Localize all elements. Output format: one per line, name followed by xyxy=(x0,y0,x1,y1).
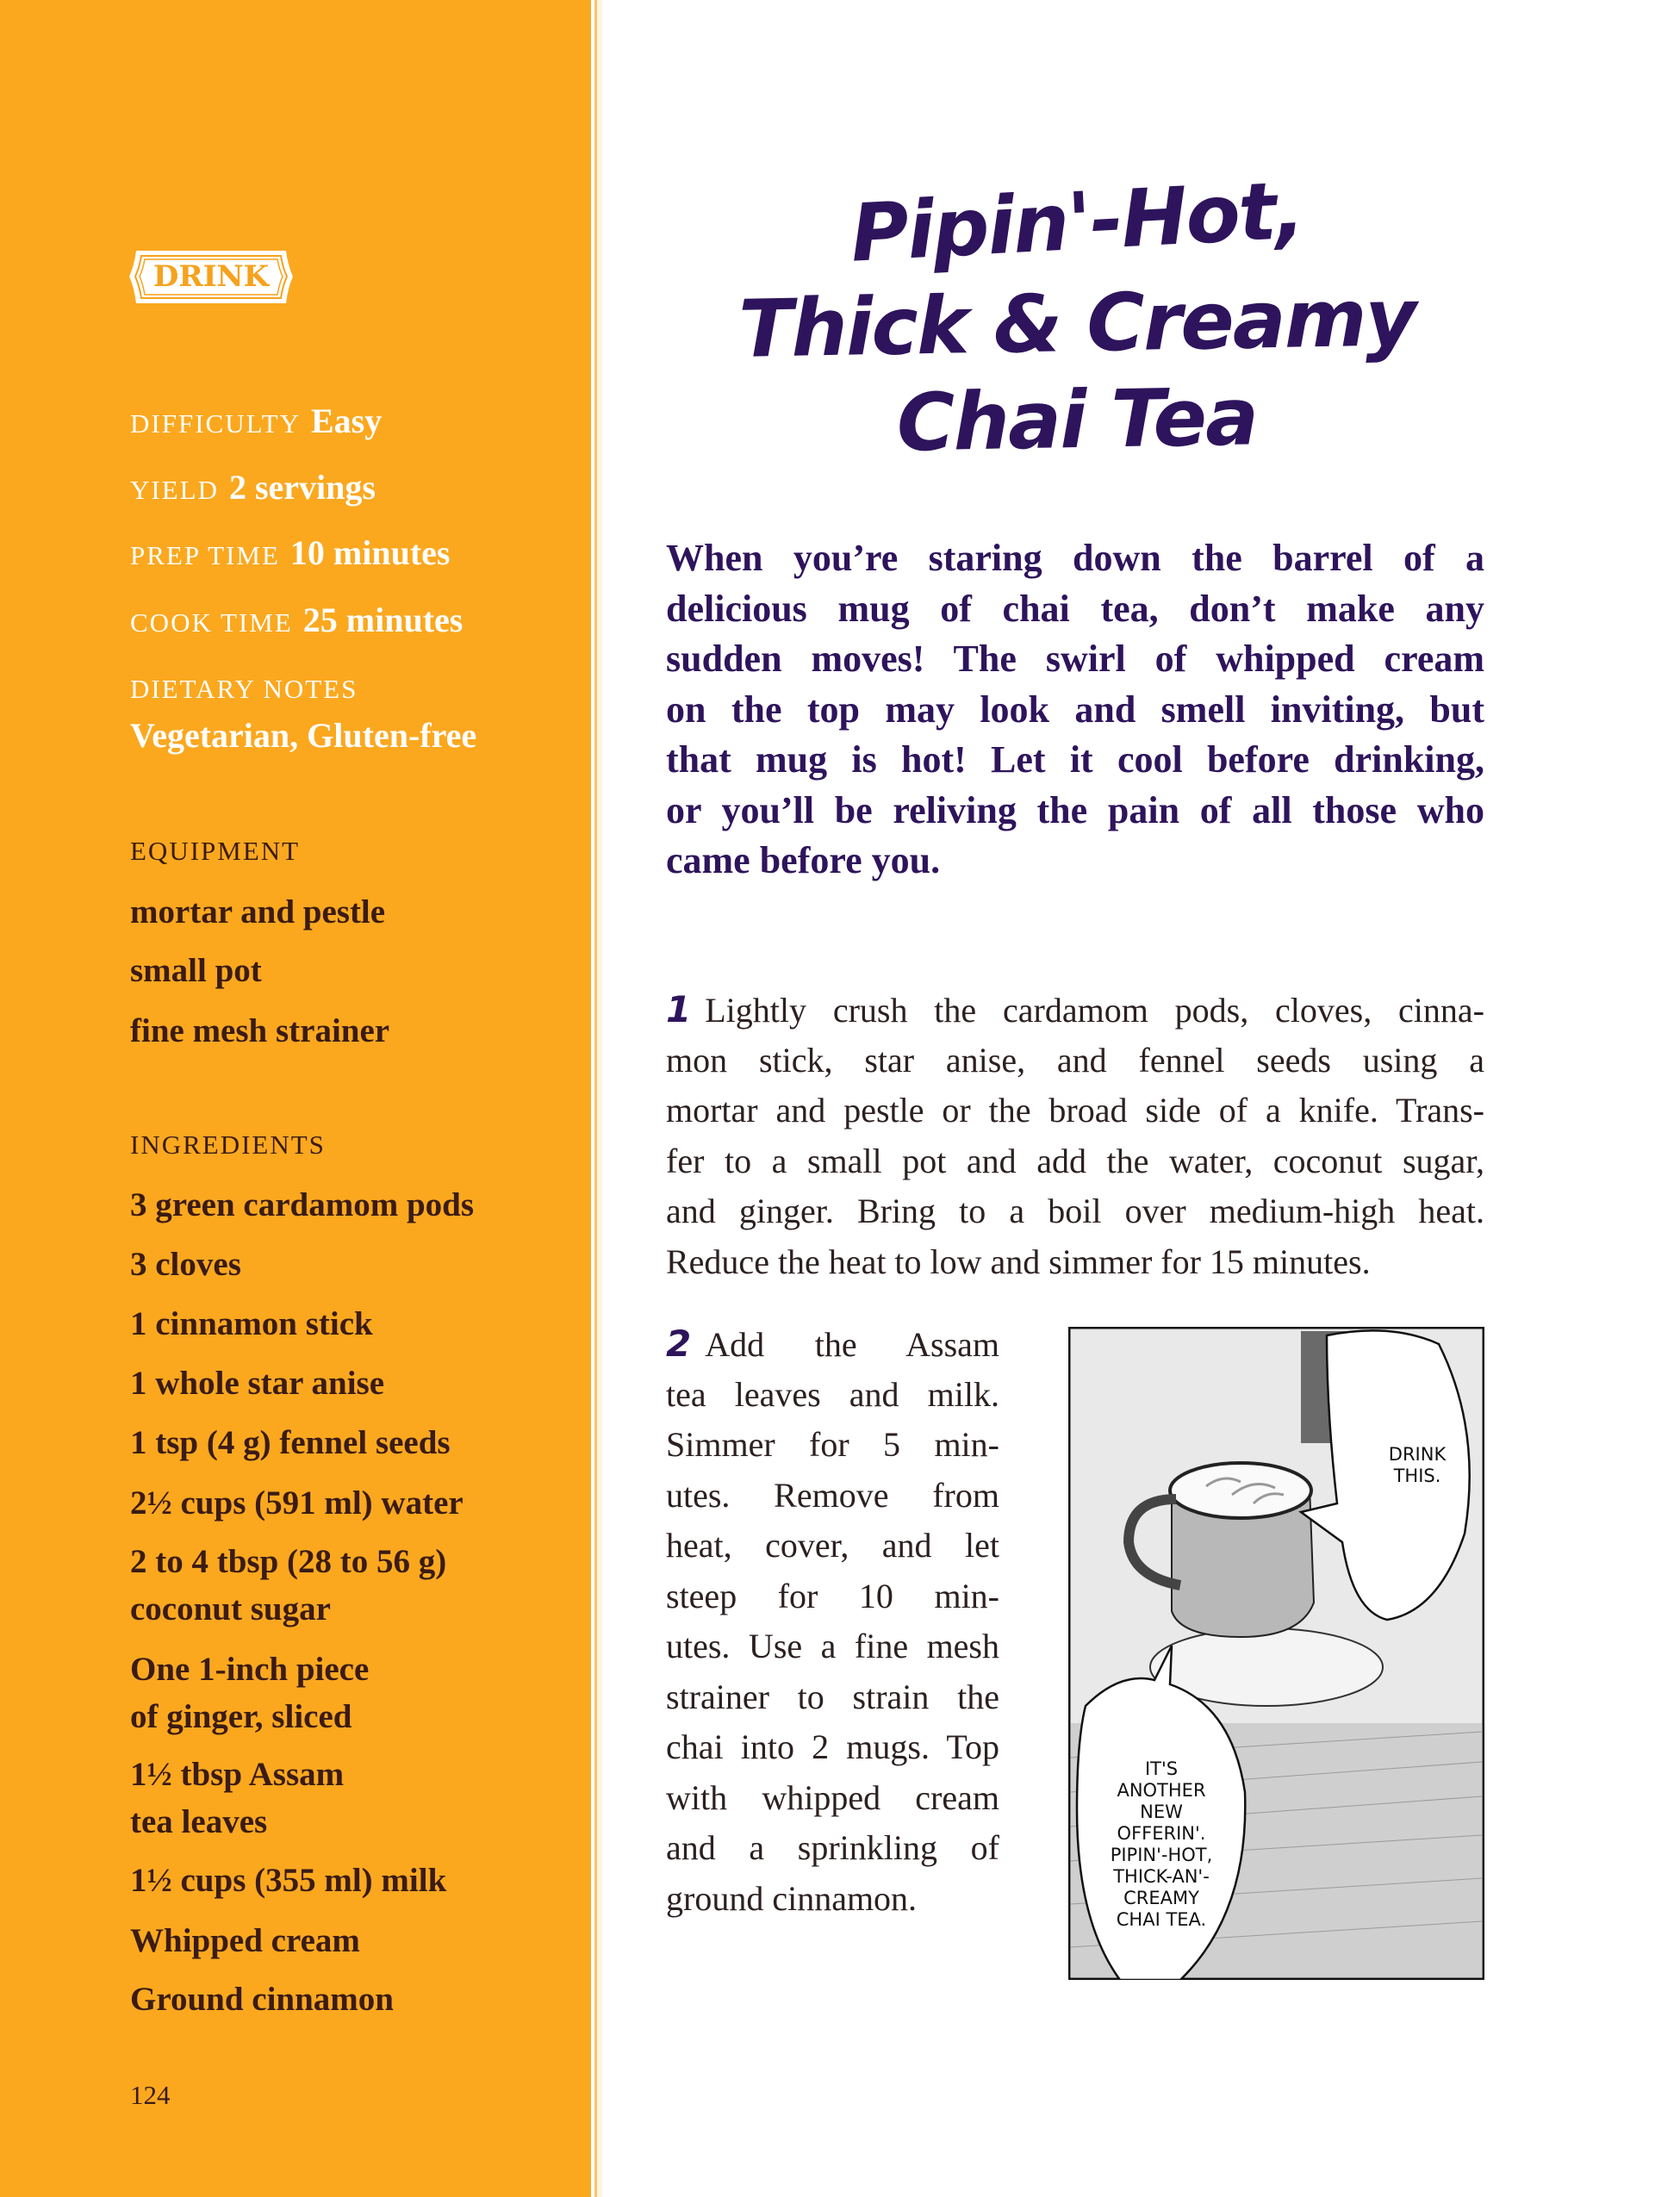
speech-bubble-2-line: ANOTHER xyxy=(1117,1780,1206,1801)
step-line: steep for 10 min- xyxy=(666,1576,999,1615)
meta-row xyxy=(130,532,450,573)
recipe-title-line-2: Thick & Creamy xyxy=(737,271,1416,376)
step-line: and ginger. Bring to a boil over medium-high heat. xyxy=(666,1192,1484,1230)
step-text: Lightly crush the cardamom pods, cloves, cinna- xyxy=(705,991,1484,1030)
ingredient-item: 1 cinnamon stick xyxy=(130,1305,373,1342)
intro-line: or you’ll be reliving the pain of all those who xyxy=(666,788,1484,831)
intro-line: When you’re staring down the barrel of a xyxy=(666,537,1484,579)
equipment-item: mortar and pestle xyxy=(130,893,386,930)
meta-label: COOK TIME xyxy=(130,607,293,638)
category-badge xyxy=(128,248,295,306)
meta-value: 2 servings xyxy=(228,468,376,507)
ingredient-item: Ground cinnamon xyxy=(130,1981,394,2018)
step-line: with whipped cream xyxy=(666,1777,999,1817)
step-line: Simmer for 5 min- xyxy=(666,1425,999,1464)
step-line: and a sprinkling of xyxy=(666,1828,999,1867)
step-line xyxy=(666,985,1484,1036)
speech-bubble-2-line: NEW xyxy=(1140,1802,1183,1822)
step-number: 1 xyxy=(666,988,692,1030)
badge-label: DRINK xyxy=(152,259,270,294)
page-number: 124 xyxy=(130,2080,171,2110)
speech-bubble-2-line: IT'S xyxy=(1144,1758,1179,1779)
ingredient-item: Whipped cream xyxy=(130,1922,360,1959)
step-line: ground cinnamon. xyxy=(666,1878,918,1918)
meta-label: YIELD xyxy=(130,475,219,505)
step-line: utes. Remove from xyxy=(666,1475,999,1515)
meta-value: 10 minutes xyxy=(289,533,451,572)
step-line: heat, cover, and let xyxy=(666,1526,999,1565)
ingredient-item: 1 tsp (4 g) fennel seeds xyxy=(130,1424,451,1461)
speech-bubble-2-line: THICK-AN'- xyxy=(1113,1866,1210,1887)
step-line: fer to a small pot and add the water, coconut sugar, xyxy=(666,1141,1484,1180)
ingredients-label: INGREDIENTS xyxy=(130,1130,326,1160)
step-line: mortar and pestle or the broad side of a knife. Trans- xyxy=(666,1091,1484,1130)
divider xyxy=(597,0,602,2197)
ingredient-item: 2½ cups (591 ml) water xyxy=(130,1484,464,1522)
step-2 xyxy=(666,1319,999,1924)
ingredient-item: coconut sugar xyxy=(130,1590,331,1628)
speech-bubble-2-line: OFFERIN'. xyxy=(1117,1823,1206,1844)
intro-line: that mug is hot! Let it cool before drinking, xyxy=(666,738,1484,781)
step-text: Add the Assam xyxy=(705,1325,999,1364)
intro-line: came before you. xyxy=(666,839,941,881)
equipment-item: fine mesh strainer xyxy=(130,1012,390,1049)
step-line: strainer to strain the xyxy=(666,1677,999,1716)
meta-row xyxy=(130,600,463,640)
speech-bubble-1-line: DRINK xyxy=(1388,1444,1447,1465)
equipment-label: EQUIPMENT xyxy=(130,836,301,866)
meta-value: 25 minutes xyxy=(302,601,464,639)
ingredient-item: tea leaves xyxy=(130,1803,268,1840)
comic-panel xyxy=(1068,1327,1484,1980)
intro-line: delicious mug of chai tea, don’t make any xyxy=(666,587,1484,630)
step-number: 2 xyxy=(666,1323,692,1365)
step-line: Reduce the heat to low and simmer for 15 minutes. xyxy=(666,1242,1371,1281)
step-1 xyxy=(666,985,1484,1287)
ingredient-item: 3 cloves xyxy=(130,1246,241,1283)
ingredient-item: 3 green cardamom pods xyxy=(130,1186,475,1223)
dietary-value: Vegetarian, Gluten-free xyxy=(130,716,477,755)
speech-bubble-2-line: PIPIN'-HOT, xyxy=(1110,1845,1213,1865)
step-line: utes. Use a fine mesh xyxy=(666,1627,999,1665)
intro-paragraph xyxy=(666,533,1484,887)
step-line xyxy=(666,1319,999,1370)
intro-line: sudden moves! The swirl of whipped cream xyxy=(666,638,1484,680)
ingredient-item: One 1-inch piece xyxy=(130,1651,370,1688)
ingredient-item: of ginger, sliced xyxy=(130,1698,352,1735)
ingredient-item: 1½ tbsp Assam xyxy=(130,1756,345,1793)
step-line: chai into 2 mugs. Top xyxy=(666,1727,999,1766)
meta-value: Easy xyxy=(311,401,383,440)
step-line: mon stick, star anise, and fennel seeds using a xyxy=(666,1040,1484,1080)
equipment-item: small pot xyxy=(130,952,262,989)
speech-bubble-2-line: CHAI TEA. xyxy=(1116,1909,1207,1930)
dietary-label: DIETARY NOTES xyxy=(130,674,358,704)
intro-line: on the top may look and smell inviting, but xyxy=(666,688,1484,731)
meta-label: DIFFICULTY xyxy=(130,408,301,439)
recipe-title-line-3: Chai Tea xyxy=(896,370,1258,470)
speech-bubble-2-line: CREAMY xyxy=(1123,1888,1199,1908)
meta-label: PREP TIME xyxy=(130,540,280,570)
ingredient-item: 1½ cups (355 ml) milk xyxy=(130,1862,447,1899)
meta-row xyxy=(130,467,376,507)
ingredient-item: 1 whole star anise xyxy=(130,1365,385,1402)
speech-bubble-1-line: THIS. xyxy=(1393,1466,1441,1486)
recipe-title-line-1: Pipin'-Hot, xyxy=(848,164,1306,280)
meta-row xyxy=(130,401,382,441)
step-line: tea leaves and milk. xyxy=(666,1374,999,1414)
ingredient-item: 2 to 4 tbsp (28 to 56 g) xyxy=(130,1543,447,1580)
